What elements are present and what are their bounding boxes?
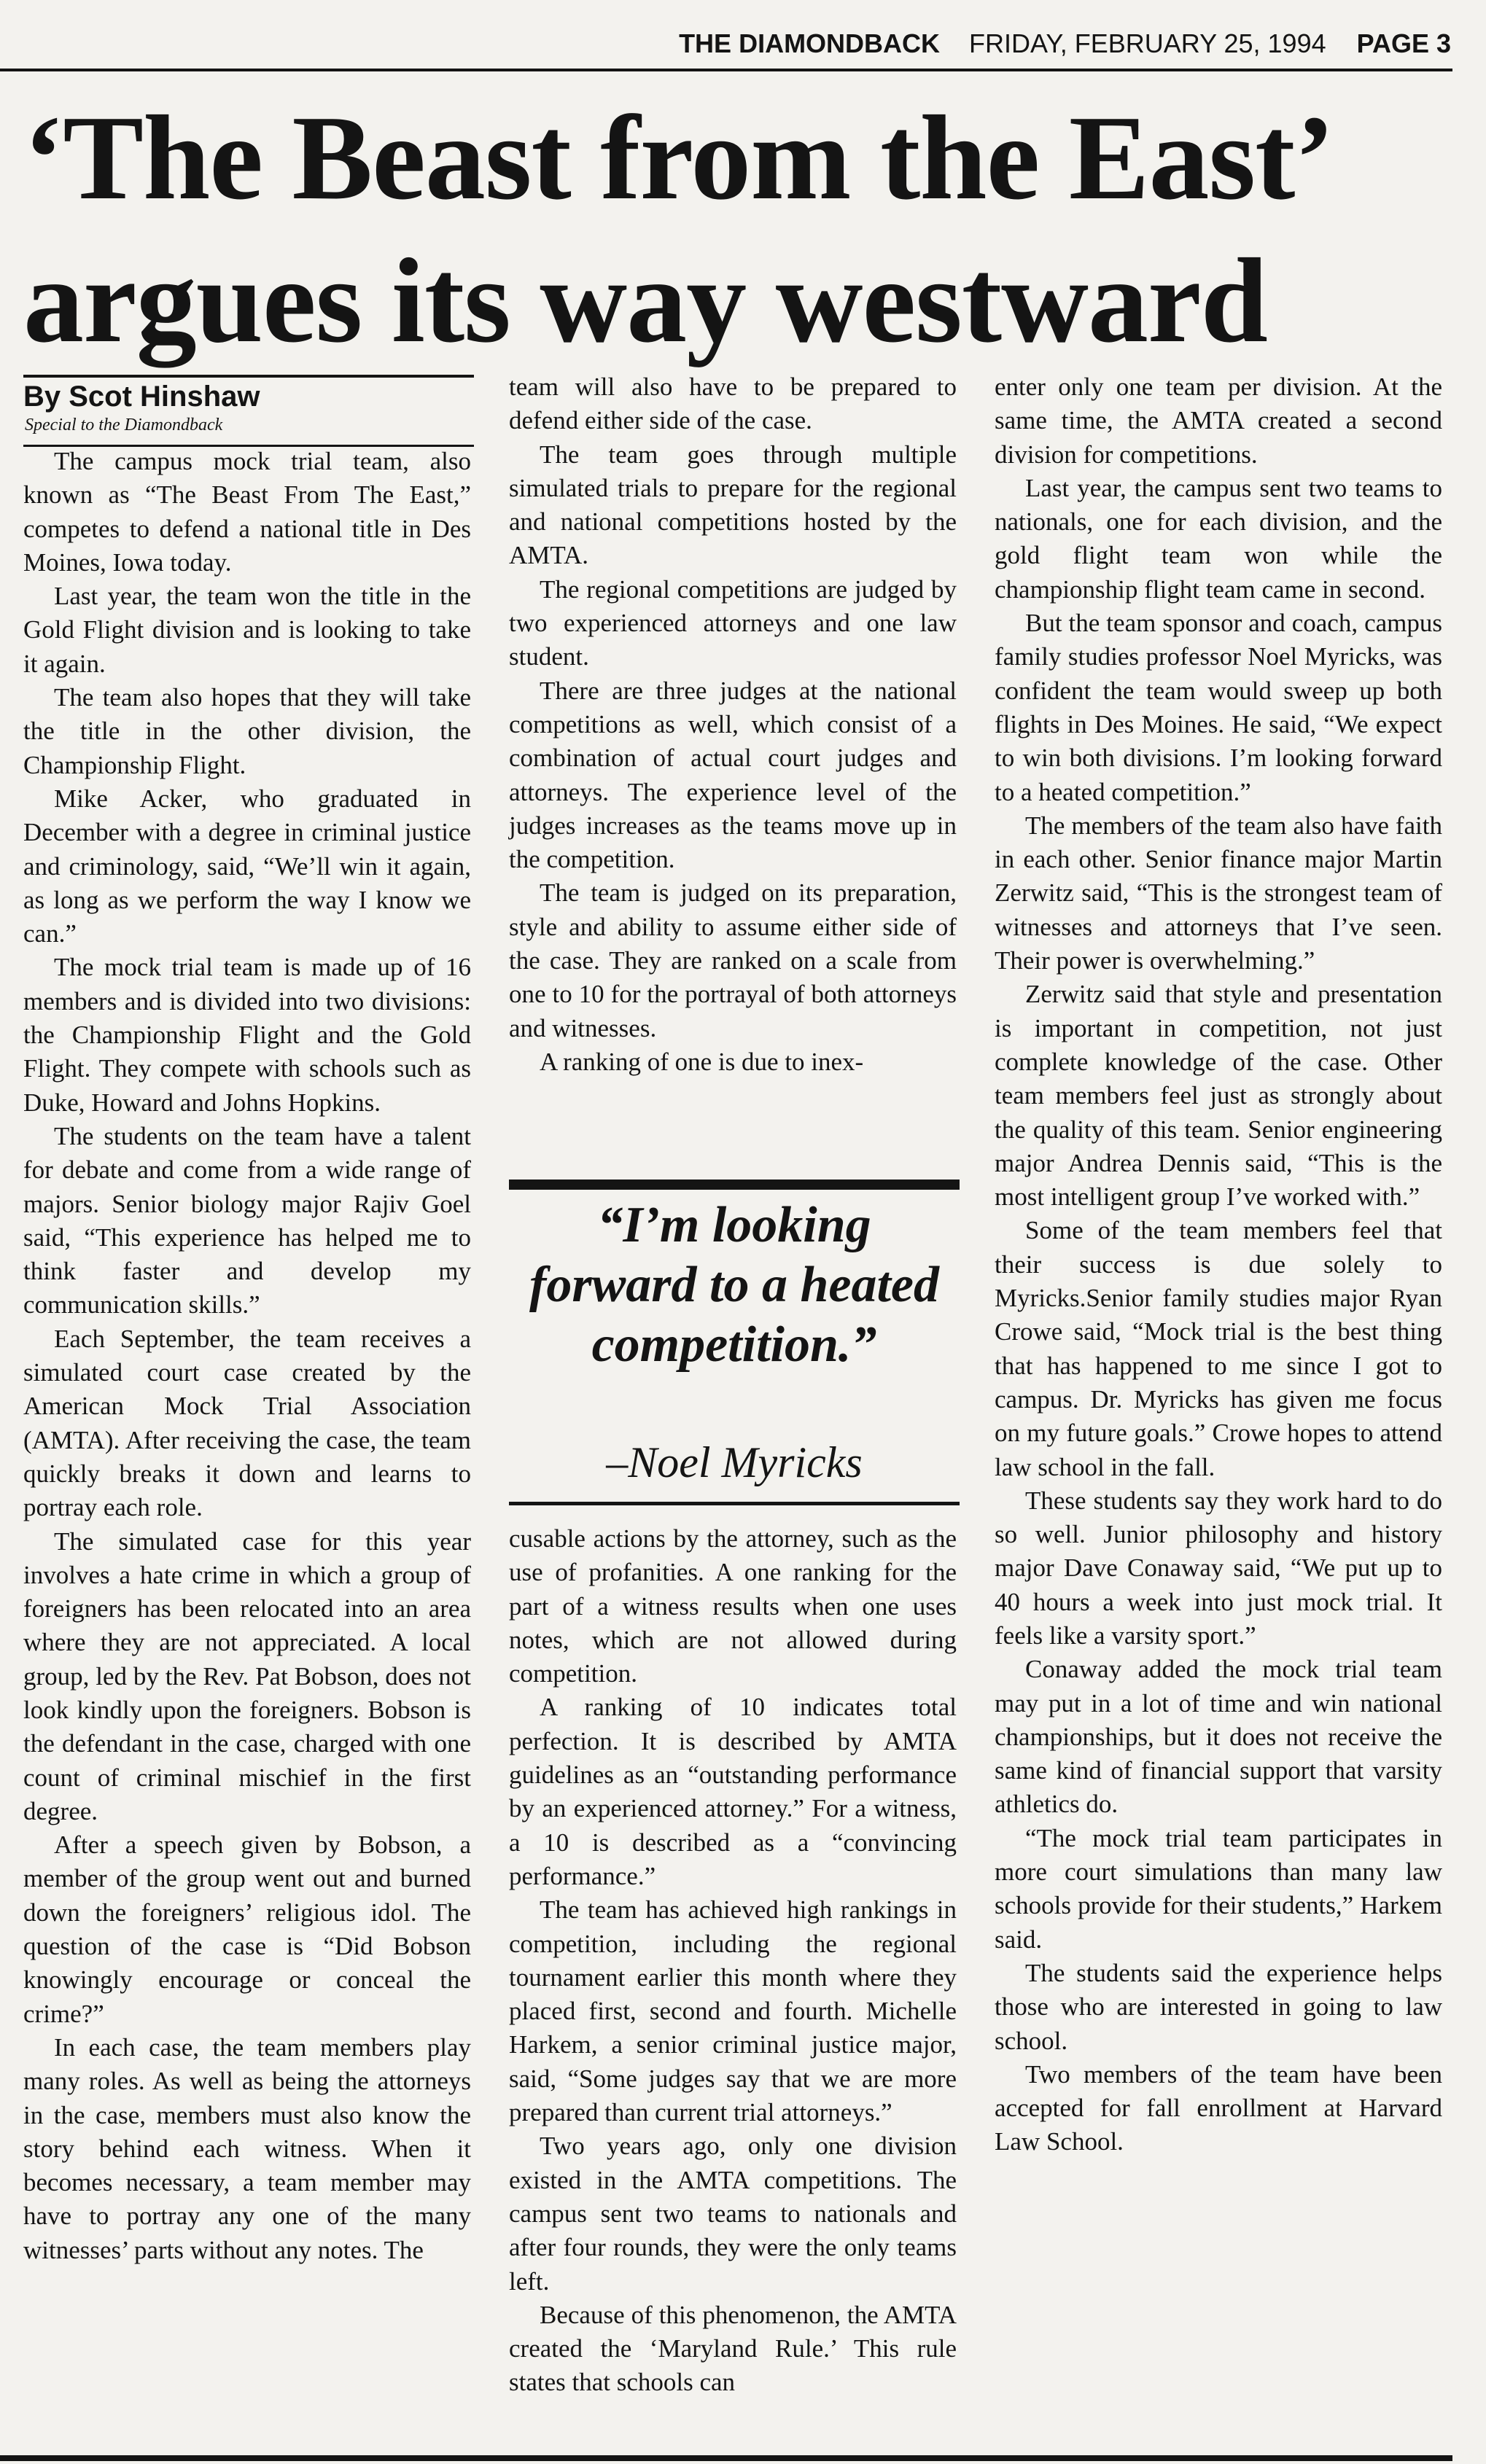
paragraph: Some of the team members feel that their success is due solely to Myricks.Senior family studies major Ryan Crowe said, “Mock trial is the best thing that has happened to me since I got to campus. Dr. Myricks has given me focus on my future goals.” Crowe hopes to attend law school in the fall.	[995, 1216, 1442, 1481]
article-column-2-bottom	[509, 1522, 957, 2400]
paragraph: The campus mock trial team, also known as “The Beast From The East,” competes to defend a national title in Des Moines, Iowa today.	[23, 447, 471, 577]
paper-name: THE DIAMONDBACK	[679, 28, 941, 58]
pullquote-attribution: –Noel Myricks	[606, 1438, 863, 1486]
headline-line-2: argues its way westward	[23, 233, 1267, 367]
paragraph: cusable actions by the attorney, such as the use of profanities. A one ranking for the part of a witness results when one uses notes, which are not allowed during competition.	[509, 1524, 957, 1688]
byline-top-rule	[23, 375, 474, 378]
headline-line-1: ‘The Beast from the East’	[23, 90, 1334, 225]
paragraph: There are three judges at the national competitions as well, which consist of a combination of actual court judges and attorneys. The experience level of the judges increases as the teams move up in the competition.	[509, 676, 957, 874]
paragraph: Last year, the team won the title in the Gold Flight division and is looking to take it again.	[23, 582, 471, 678]
pullquote-bottom-rule	[509, 1502, 960, 1505]
byline-credit: Special to the Diamondback	[25, 416, 223, 434]
paragraph: enter only one team per division. At the same time, the AMTA created a second division for competitions.	[995, 373, 1442, 469]
paragraph: Mike Acker, who graduated in December with a degree in criminal justice and criminology, said, “We’ll win it again, as long as we perform the way I know we can.”	[23, 784, 471, 948]
masthead-rule	[0, 69, 1452, 71]
paragraph: The regional competitions are judged by two experienced attorneys and one law student.	[509, 574, 957, 671]
paragraph: The members of the team also have faith in each other. Senior finance major Martin Zerwitz said, “This is the strongest team of witnesses and attorneys that I’ve seen. Their power is overwhelming.”	[995, 811, 1442, 975]
paragraph: Conaway added the mock trial team may put in a lot of time and win national championships, but it does not receive the same kind of financial support that varsity athletics do.	[995, 1655, 1442, 1819]
pullquote-text: “I’m looking forward to a heated competition.”	[529, 1197, 939, 1373]
headline	[23, 86, 1452, 372]
paragraph: Two members of the team have been accepted for fall enrollment at Harvard Law School.	[995, 2059, 1442, 2156]
page-number: PAGE 3	[1356, 28, 1451, 58]
paragraph: Last year, the campus sent two teams to nationals, one for each division, and the gold flight team won while the championship flight team came in second.	[995, 473, 1442, 604]
paragraph: But the team sponsor and coach, campus family studies professor Noel Myricks, was confident the team would sweep up both flights in Des Moines. He said, “We expect to win both divisions. I’m looking forward to a heated competition.”	[995, 609, 1442, 806]
paragraph: The team also hopes that they will take the title in the other division, the Championship Flight.	[23, 683, 471, 779]
byline-author: By Scot Hinshaw	[23, 381, 260, 413]
paragraph: Two years ago, only one division existed in the AMTA competitions. The campus sent two teams to nationals and after four rounds, they were the only teams left.	[509, 2132, 957, 2296]
paragraph: team will also have to be prepared to defend either side of the case.	[509, 373, 957, 435]
masthead	[0, 22, 1451, 66]
paragraph: The students said the experience helps those who are interested in going to law school.	[995, 1958, 1442, 2055]
paragraph: The simulated case for this year involves a hate crime in which a group of foreigners has been relocated into an area where they are not appreciated. A local group, led by the Rev. Pat Bobson, does not look kindly upon the foreigners. Bobson is the defendant in the case, charged with one count of criminal mischief in the first degree.	[23, 1527, 471, 1825]
article-column-1	[23, 445, 471, 2267]
paragraph: The team is judged on its preparation, style and ability to assume either side of the case. They are ranked on a scale from one to 10 for the portrayal of both attorneys and witnesses.	[509, 878, 957, 1042]
paragraph: Because of this phenomenon, the AMTA created the ‘Maryland Rule.’ This rule states that schools can	[509, 2300, 957, 2397]
paragraph: In each case, the team members play many roles. As well as being the attorneys in the case, members must also know the story behind each witness. When it becomes necessary, a team member may have to portray any one of the many witnesses’ parts without any notes. The	[23, 2032, 471, 2264]
paragraph: A ranking of one is due to inex-	[540, 1047, 864, 1076]
paragraph: Each September, the team receives a simulated court case created by the American Mock Trial Association (AMTA). After receiving the case, the team quickly breaks it down and learns to portray each role.	[23, 1324, 471, 1522]
paragraph: The students on the team have a talent for debate and come from a wide range of majors. Senior biology major Rajiv Goel said, “This experience has helped me to think faster and develop my communication skills.”	[23, 1121, 471, 1319]
issue-date: FRIDAY, FEBRUARY 25, 1994	[969, 28, 1326, 58]
pullquote-top-rule	[509, 1180, 960, 1190]
paragraph: Zerwitz said that style and presentation is important in competition, not just complete knowledge of the case. Other team members feel just as strongly about the quality of this team. Senior engineering major Andrea Dennis said, “This is the most intelligent group I’ve worked with.”	[995, 980, 1442, 1212]
paragraph: The team goes through multiple simulated trials to prepare for the regional and national competitions hosted by the AMTA.	[509, 440, 957, 570]
paragraph: “The mock trial team participates in more court simulations than many law schools provide for their students,” Harkem said.	[995, 1823, 1442, 1954]
paragraph: The team has achieved high rankings in competition, including the regional tournament earlier this month where they placed first, second and fourth. Michelle Harkem, a senior criminal justice major, said, “Some judges say that we are more prepared than current trial attorneys.”	[509, 1895, 957, 2127]
page-bottom-rule	[0, 2455, 1452, 2461]
paragraph: A ranking of 10 indicates total perfection. It is described by AMTA guidelines as an “outstanding performance by an experienced attorney.” For a witness, a 10 is described as a “convincing performance.”	[509, 1693, 957, 1890]
paragraph: After a speech given by Bobson, a member of the group went out and burned down the foreigners’ religious idol. The question of the case is “Did Bobson knowingly encourage or conceal the crime?”	[23, 1831, 471, 2028]
paragraph: These students say they work hard to do so well. Junior philosophy and history major Dave Conaway said, “We put up to 40 hours a week into just mock trial. It feels like a varsity sport.”	[995, 1486, 1442, 1650]
paragraph: The mock trial team is made up of 16 members and is divided into two divisions: the Championship Flight and the Gold Flight. They compete with schools such as Duke, Howard and Johns Hopkins.	[23, 953, 471, 1117]
article-column-3	[995, 370, 1442, 2159]
article-column-2-top	[509, 370, 957, 1079]
